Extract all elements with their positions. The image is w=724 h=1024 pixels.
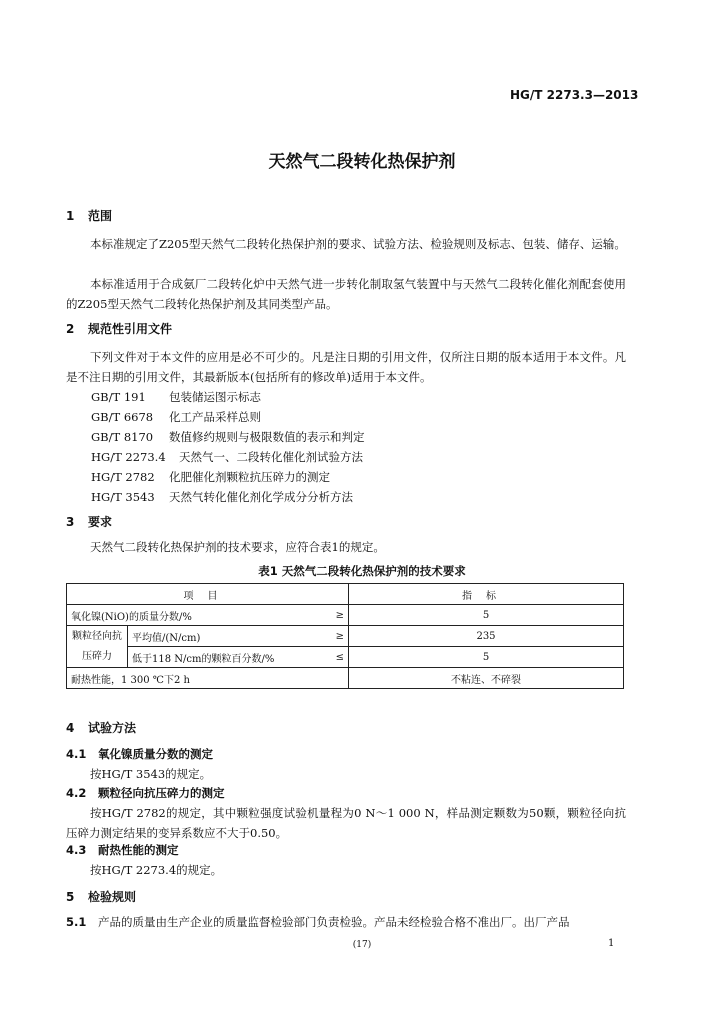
row-name: 平均值/(N/cm)	[128, 626, 327, 647]
page-corner-number: 1	[608, 938, 615, 949]
subsection-4-3-text: 按HG/T 2273.4的规定。	[90, 863, 223, 877]
subsection-5-1	[66, 914, 570, 930]
document-title: 天然气二段转化热保护剂	[268, 152, 456, 172]
reference-item	[91, 389, 261, 405]
subsection-number: 4.1	[66, 747, 87, 761]
section-number: 2	[66, 322, 75, 336]
section-title: 要求	[88, 515, 113, 529]
technical-requirements-table	[66, 583, 624, 689]
section-title: 规范性引用文件	[88, 322, 173, 336]
table-row	[67, 626, 624, 647]
reference-item	[91, 409, 261, 425]
reference-code: GB/T 191	[91, 390, 146, 404]
reference-name: 化肥催化剂颗粒抗压碎力的测定	[169, 470, 330, 484]
table-row	[67, 647, 624, 668]
reference-item	[91, 449, 363, 465]
section-5-heading	[66, 888, 136, 905]
section-title: 范围	[88, 209, 113, 223]
table-row	[67, 668, 624, 689]
row-value: 235	[349, 626, 624, 647]
row-name: 低于118 N/cm的颗粒百分数/%	[128, 647, 327, 668]
subsection-number: 4.3	[66, 843, 87, 857]
section-title: 检验规则	[88, 890, 137, 904]
row-group-name: 颗粒径向抗压碎力	[67, 626, 128, 668]
section-1-paragraph-2: 本标准适用于合成氨厂二段转化炉中天然气进一步转化制取氢气装置中与天然气二段转化催化剂配套使用的Z205型天然气二段转化热保护剂及其同类型产品。	[66, 277, 626, 311]
reference-name: 天然气一、二段转化催化剂试验方法	[179, 450, 363, 464]
header-value: 指标	[349, 584, 624, 605]
reference-code: HG/T 2782	[91, 470, 155, 484]
section-number: 5	[66, 890, 75, 904]
reference-code: GB/T 6678	[91, 410, 154, 424]
section-number: 3	[66, 515, 75, 529]
section-1-heading	[66, 207, 112, 224]
reference-item	[91, 489, 353, 505]
row-value: 5	[349, 605, 624, 626]
section-3-paragraph-1: 天然气二段转化热保护剂的技术要求，应符合表1的规定。	[90, 540, 385, 554]
section-3-heading	[66, 513, 112, 530]
standard-number: HG/T 2273.3—2013	[510, 88, 639, 102]
reference-name: 天然气转化催化剂化学成分分析方法	[169, 490, 353, 504]
row-name: 氧化镍(NiO)的质量分数/%	[67, 605, 327, 626]
section-number: 1	[66, 209, 75, 223]
section-4-heading	[66, 719, 136, 736]
subsection-4-2-text: 按HG/T 2782的规定，其中颗粒强度试验机量程为0 N～1 000 N，样品测定颗数为50颗，颗粒径向抗压碎力测定结果的变异系数应不大于0.50。	[66, 806, 626, 840]
row-name: 耐热性能，1 300 ℃下2 h	[67, 668, 349, 689]
reference-name: 数值修约规则与极限数值的表示和判定	[169, 430, 365, 444]
header-item: 项目	[67, 584, 349, 605]
subsection-title: 耐热性能的测定	[98, 843, 179, 857]
subsection-text: 产品的质量由生产企业的质量监督检验部门负责检验。产品未经检验合格不准出厂。出厂产品	[98, 915, 570, 929]
section-title: 试验方法	[88, 721, 137, 735]
subsection-4-1-text: 按HG/T 3543的规定。	[90, 767, 212, 781]
reference-item	[91, 429, 365, 445]
subsection-number: 5.1	[66, 915, 87, 929]
subsection-4-1-heading	[66, 746, 213, 762]
table-row	[67, 605, 624, 626]
section-1-paragraph-1: 本标准规定了Z205型天然气二段转化热保护剂的要求、试验方法、检验规则及标志、包装、储存、运输。	[90, 237, 626, 251]
row-symbol: ≤	[326, 647, 349, 668]
subsection-4-2-heading	[66, 785, 225, 801]
reference-name: 包装储运图示标志	[169, 390, 261, 404]
reference-code: HG/T 2273.4	[91, 450, 166, 464]
table-header-row	[67, 584, 624, 605]
row-symbol: ≥	[326, 626, 349, 647]
reference-item	[91, 469, 330, 485]
row-symbol: ≥	[326, 605, 349, 626]
table-caption: 表1 天然气二段转化热保护剂的技术要求	[258, 564, 466, 578]
section-2-heading	[66, 320, 172, 337]
subsection-number: 4.2	[66, 786, 87, 800]
subsection-title: 颗粒径向抗压碎力的测定	[98, 786, 225, 800]
reference-name: 化工产品采样总则	[169, 410, 261, 424]
page-number: (17)	[352, 940, 372, 950]
reference-code: HG/T 3543	[91, 490, 155, 504]
row-value: 不粘连、不碎裂	[349, 668, 624, 689]
subsection-4-3-heading	[66, 842, 179, 858]
row-value: 5	[349, 647, 624, 668]
reference-code: GB/T 8170	[91, 430, 154, 444]
section-number: 4	[66, 721, 75, 735]
section-2-paragraph-1: 下列文件对于本文件的应用是必不可少的。凡是注日期的引用文件，仅所注日期的版本适用于本文件。凡是不注日期的引用文件，其最新版本(包括所有的修改单)适用于本文件。	[66, 350, 626, 384]
subsection-title: 氧化镍质量分数的测定	[98, 747, 213, 761]
